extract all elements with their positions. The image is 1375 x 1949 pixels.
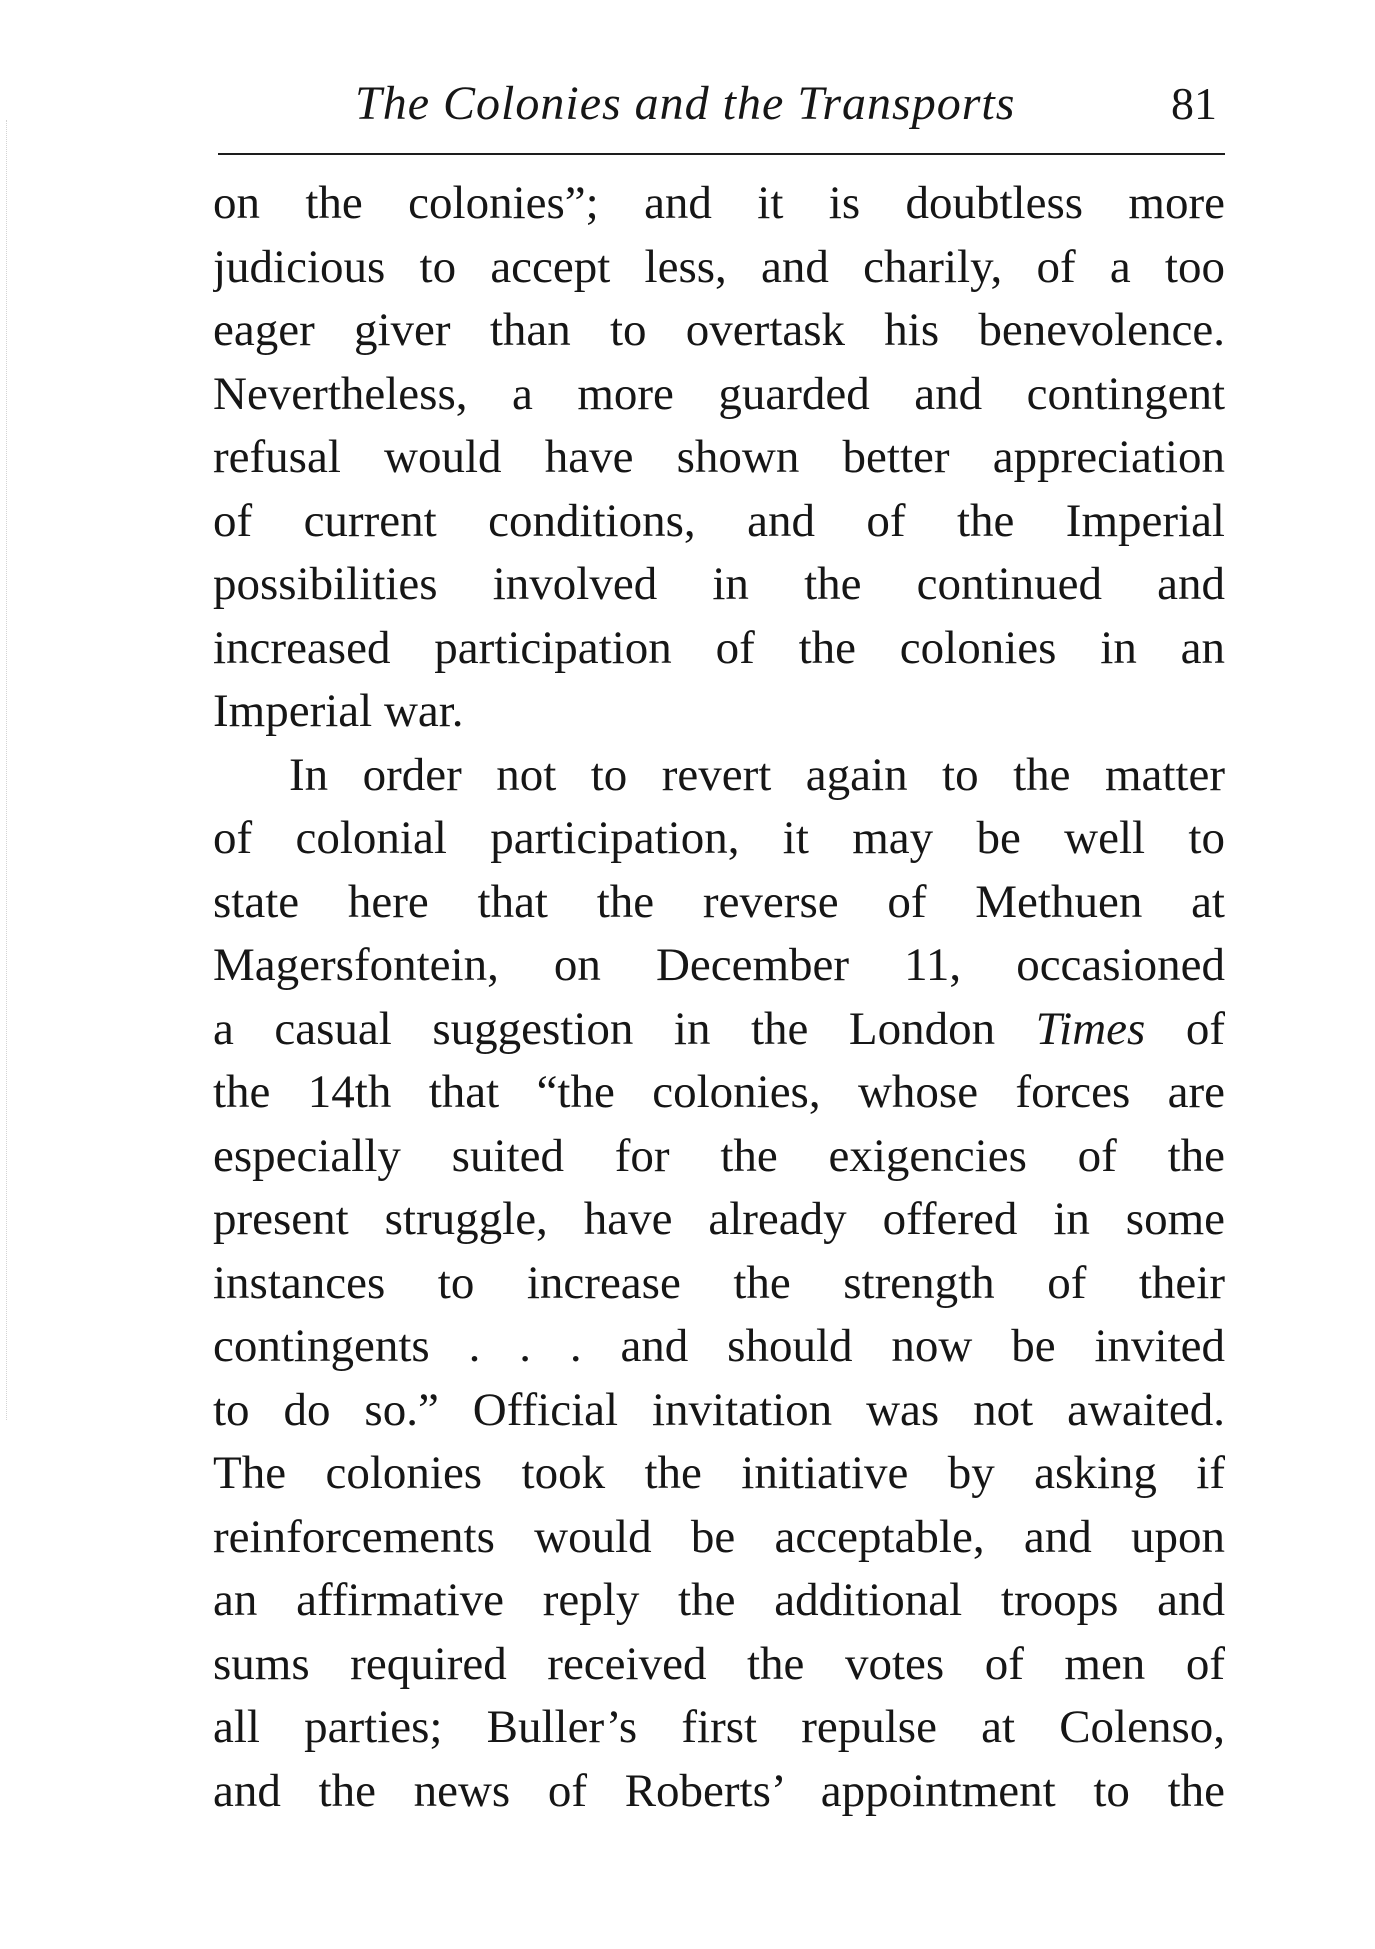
text-line: contingents . . . and should now be invited	[213, 1320, 1225, 1372]
text-line: state here that the reverse of Methuen at	[213, 875, 1225, 928]
text-line: and the news of Roberts’ appointment to the	[213, 1764, 1225, 1817]
text-line: refusal would have shown better appreciation	[213, 431, 1225, 483]
page-number: 81	[1171, 78, 1217, 129]
text-line: Magersfontein, on December 11, occasioned	[213, 939, 1225, 991]
text-line: increased participation of the colonies in an	[213, 621, 1225, 674]
text-line: Nevertheless, a more guarded and contingent	[213, 367, 1225, 420]
text-line: of current conditions, and of the Imperial	[213, 494, 1225, 547]
running-head	[215, 74, 1225, 134]
text-line: sums required received the votes of men of	[213, 1637, 1225, 1690]
text-line: judicious to accept less, and charily, of a too	[213, 240, 1225, 293]
text-line: especially suited for the exigencies of the	[213, 1129, 1225, 1182]
text-fragment: of	[1145, 1002, 1225, 1055]
header-rule	[218, 153, 1225, 155]
text-line: to do so.” Official invitation was not awaited.	[213, 1383, 1225, 1436]
text-line: all parties; Buller’s first repulse at Colenso,	[213, 1701, 1225, 1753]
text-line: instances to increase the strength of their	[213, 1256, 1225, 1309]
text-line: the 14th that “the colonies, whose forces are	[213, 1066, 1225, 1118]
text-line: of colonial participation, it may be well to	[213, 812, 1225, 864]
italic-title-times: Times	[1035, 1002, 1146, 1055]
text-line: eager giver than to overtask his benevolence.	[213, 304, 1225, 356]
text-fragment: a casual suggestion in the London	[213, 1002, 1036, 1055]
text-line: present struggle, have already offered in some	[213, 1193, 1225, 1245]
running-title: The Colonies and the Transports	[355, 77, 1016, 130]
paragraph-end-line: Imperial war.	[213, 685, 464, 737]
text-line: an affirmative reply the additional troops and	[213, 1574, 1225, 1626]
text-line-with-italic	[213, 998, 1225, 1062]
text-line: possibilities involved in the continued and	[213, 558, 1225, 610]
body-text	[213, 172, 1225, 1823]
scan-edge-artifact	[6, 120, 9, 1420]
paragraph-start-line: In order not to revert again to the matter	[289, 748, 1225, 801]
text-line: The colonies took the initiative by asking if	[213, 1447, 1225, 1499]
text-line: reinforcements would be acceptable, and upon	[213, 1510, 1225, 1563]
text-line: on the colonies”; and it is doubtless more	[213, 177, 1225, 229]
